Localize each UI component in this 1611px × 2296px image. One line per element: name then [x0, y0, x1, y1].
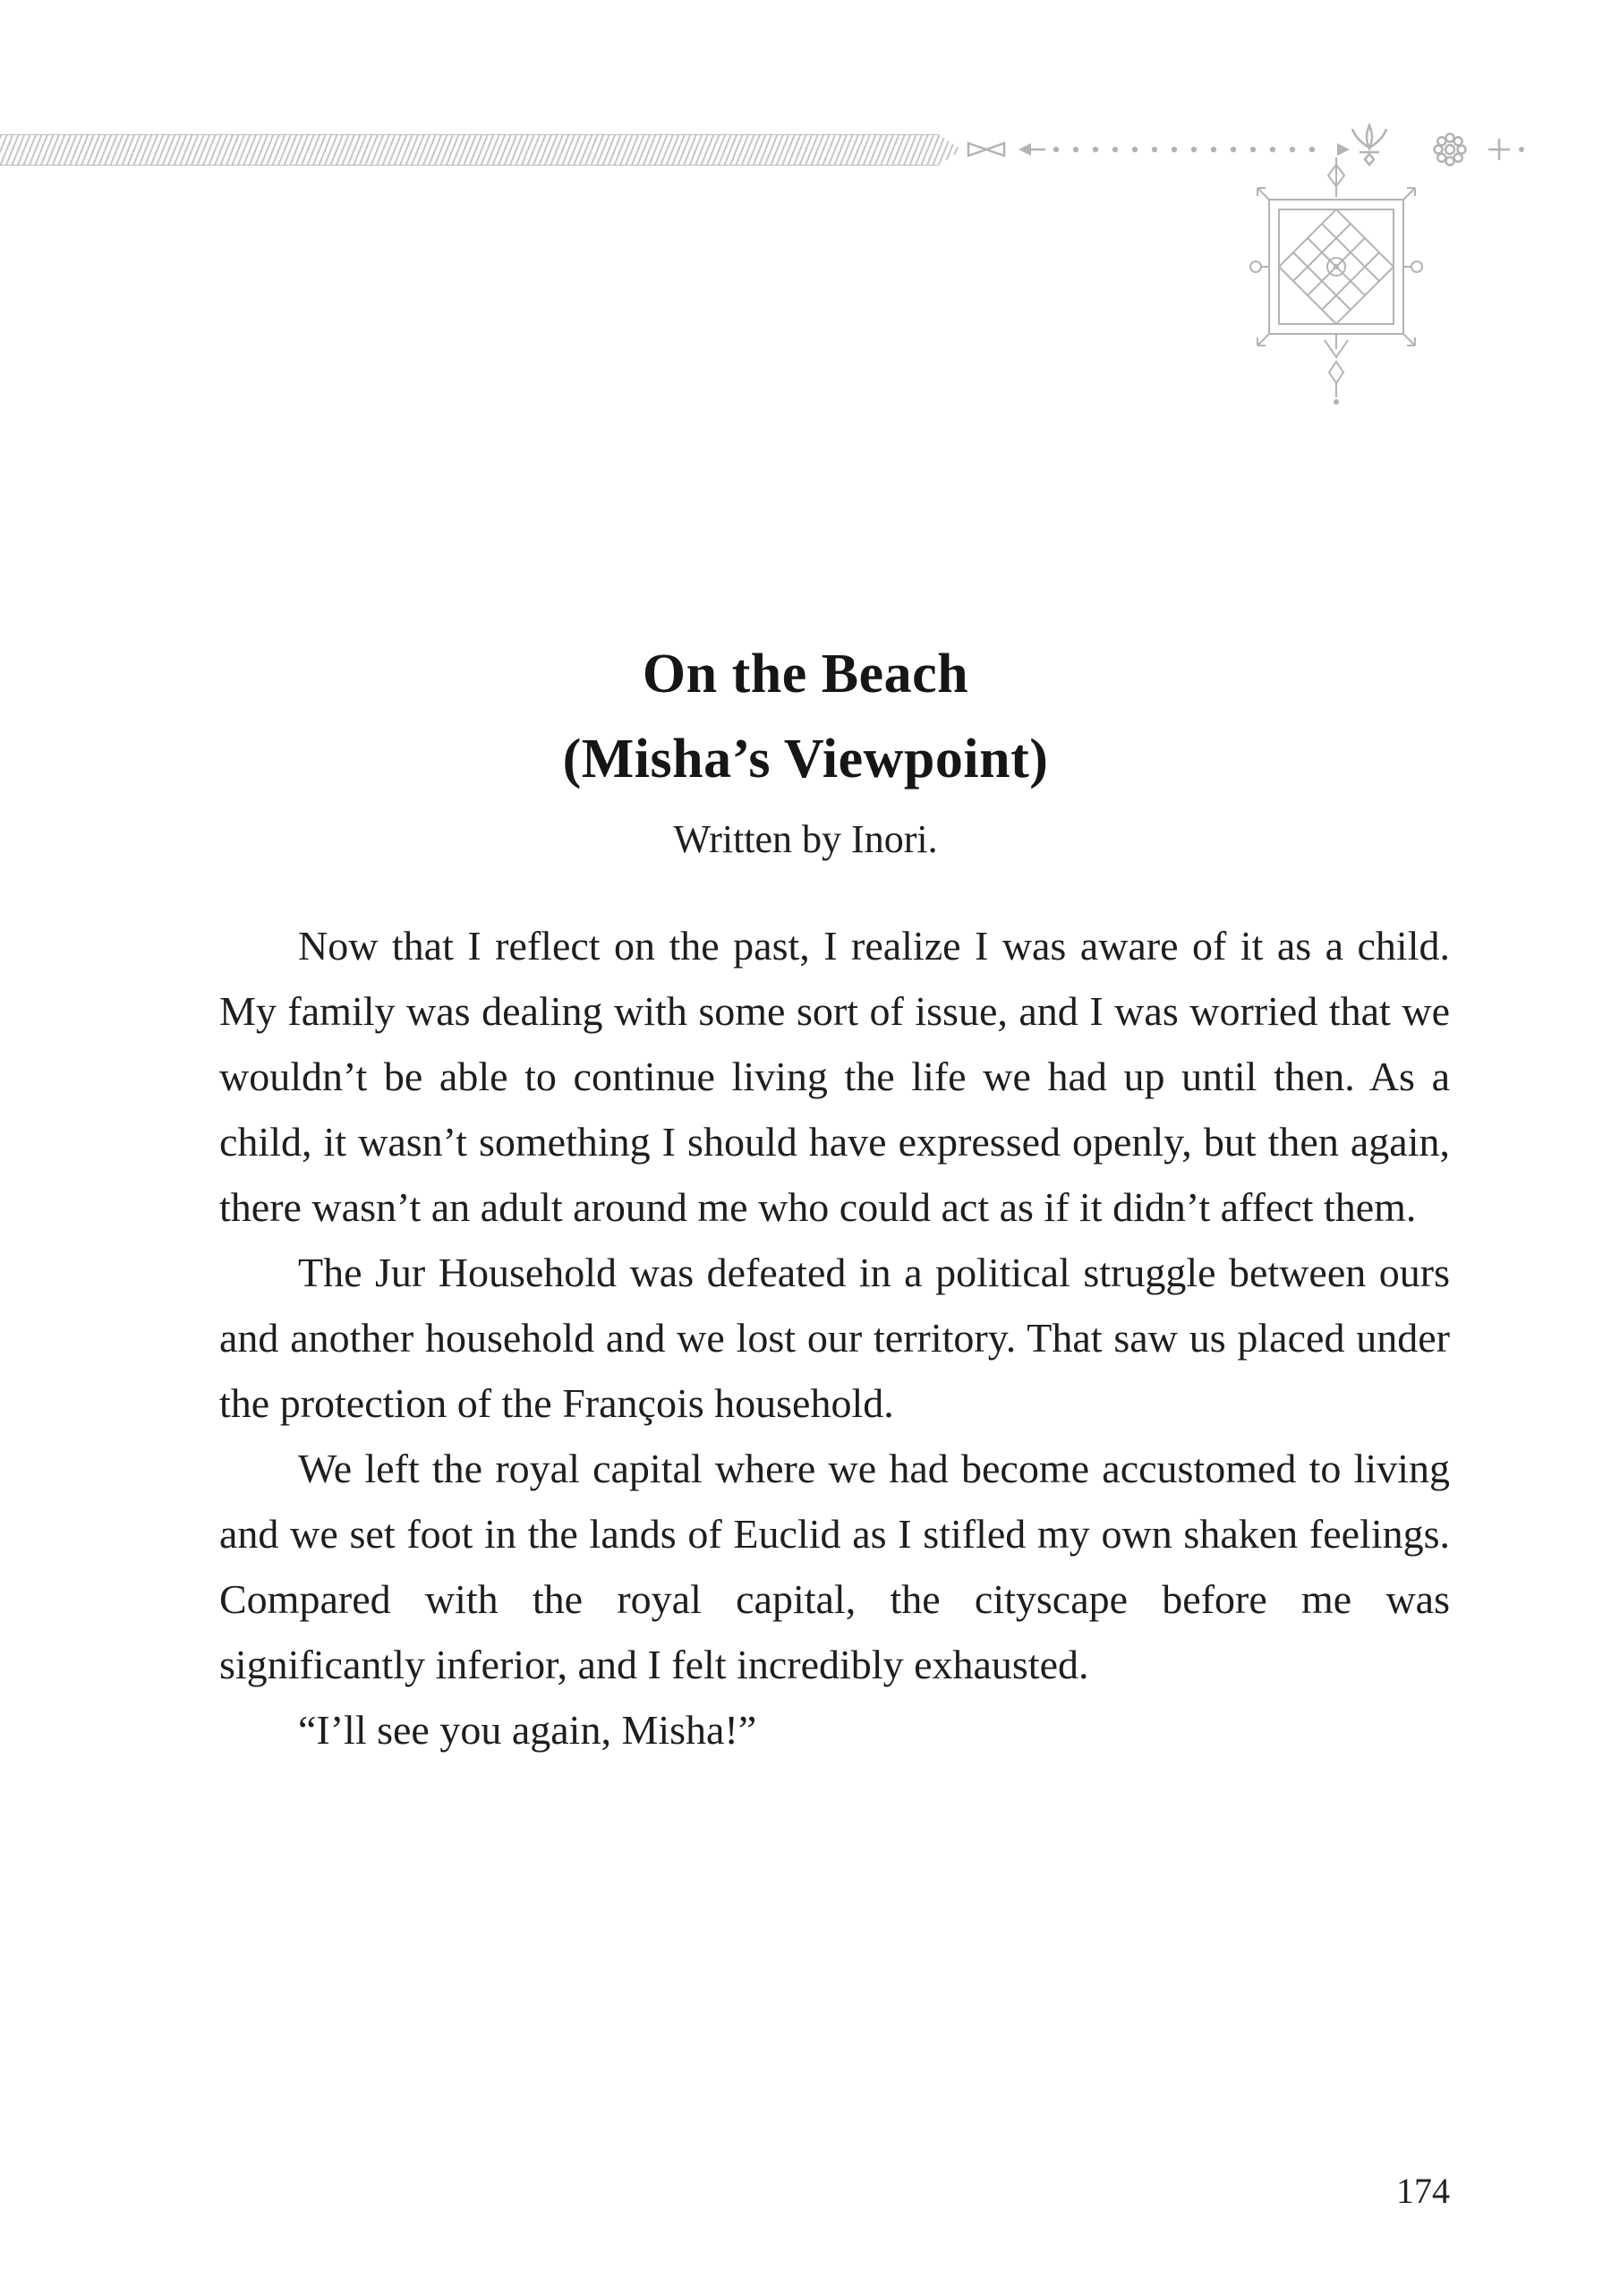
page-number: 174	[1396, 2171, 1450, 2211]
paragraph: The Jur Household was defeated in a political struggle between ours and another household and we lost our territory. That saw us placed under the protection of the François household.	[219, 1250, 1450, 1426]
paragraph: We left the royal capital where we had become accustomed to living and we set foot in the lands of Euclid as I stifled my own shaken feelings. Compared with the royal capital, the cityscape before me was significantly inferior, and I felt incredibly exhausted.	[219, 1446, 1450, 1687]
chapter-title-block	[0, 632, 1611, 865]
header-emblem-icon	[1238, 150, 1435, 410]
body-text	[219, 913, 1450, 1763]
chapter-byline: Written by Inori.	[673, 817, 938, 861]
chapter-title-line1: On the Beach	[642, 644, 969, 704]
chapter-title-line2: (Misha’s Viewpoint)	[562, 729, 1049, 790]
paragraph: “I’ll see you again, Misha!”	[298, 1707, 757, 1753]
header-rule-ornament	[0, 134, 962, 166]
paragraph: Now that I reflect on the past, I realize I was aware of it as a child. My family was dealing with some sort of issue, and I was worried that we wouldn’t be able to continue living the life we had up until then. As a child, it wasn’t something I should have expressed openly, but then again, there wasn’t an adult around me who could act as if it didn’t affect them.	[219, 923, 1450, 1230]
